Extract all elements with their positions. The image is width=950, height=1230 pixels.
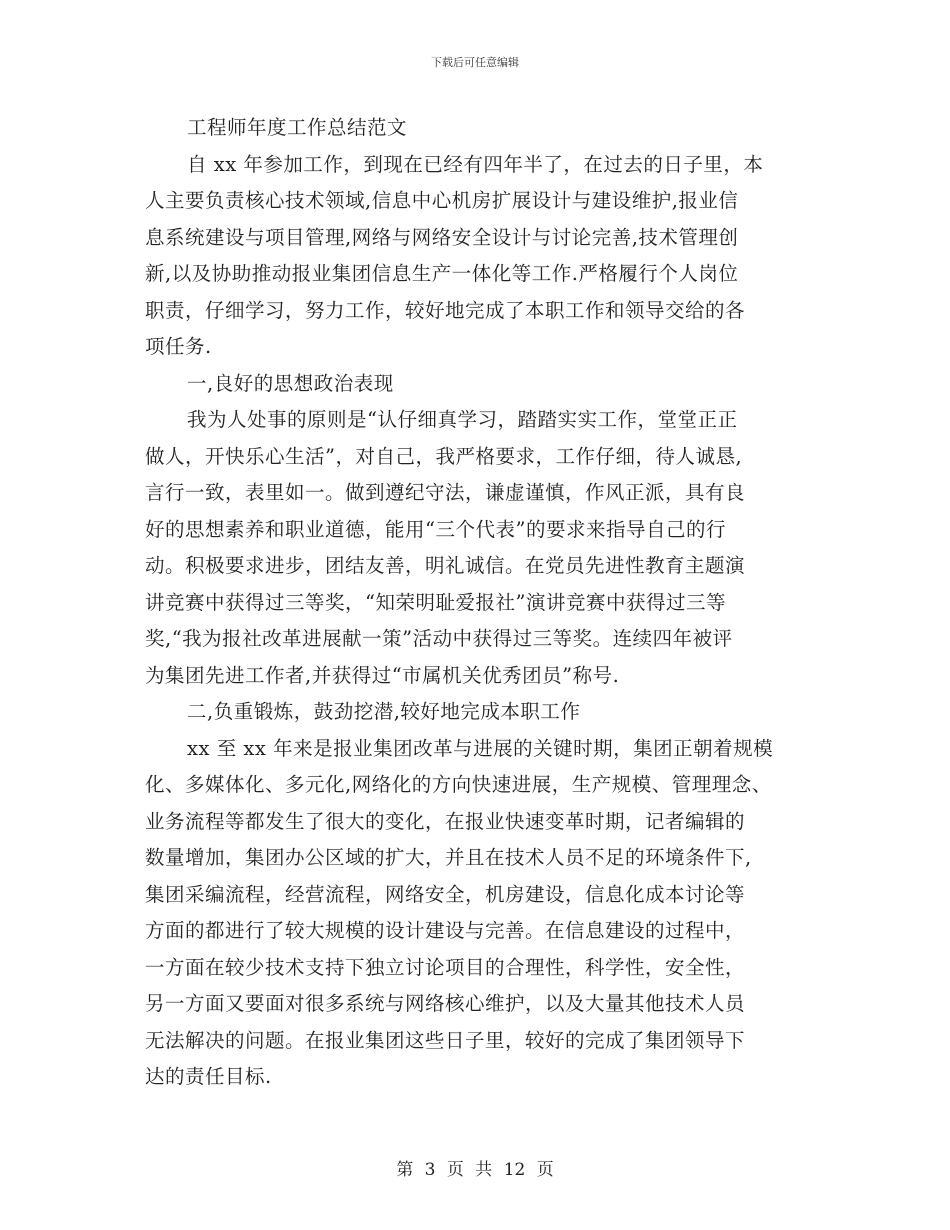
paragraph-line: 新,以及协助推动报业集团信息生产一体化等工作.严格履行个人岗位 [145,262,739,285]
paragraph-line: 数量增加，集团办公区域的扩大，并且在技术人员不足的环境条件下, [145,846,752,869]
paragraph-line: 动。积极要求进步，团结友善，明礼诚信。在党员先进性教育主题演 [145,554,746,577]
paragraph-line: 奖,“我为报社改革进展献一策”活动中获得过三等奖。连续四年被评 [145,627,733,650]
paragraph-line: 讲竞赛中获得过三等奖，“知荣明耻爱报社”演讲竞赛中获得过三等 [145,590,726,614]
paragraph-line: 息系统建设与项目管理,网络与网络安全设计与讨论完善,技术管理创 [145,225,739,249]
paragraph-line: 集团采编流程，经营流程，网络安全，机房建设，信息化成本讨论等 [145,882,746,906]
paragraph-line: 人主要负责核心技术领域,信息中心机房扩展设计与建设维护,报业信 [145,189,739,212]
paragraph-line: 为集团先进工作者,并获得过“市属机关优秀团员”称号. [145,663,620,687]
paragraph-line: 达的责任目标. [145,1065,272,1088]
paragraph-line: 言行一致，表里如一。做到遵纪守法，谦虚谨慎，作风正派，具有良 [145,481,746,504]
section-heading-1: 一,良好的思想政治表现 [187,371,394,395]
page-number: 第 3 页 共 12 页 [396,1160,554,1180]
paragraph-line: 项任务. [145,335,212,358]
paragraph-line: 自 xx 年参加工作，到现在已经有四年半了，在过去的日子里，本 [187,152,764,176]
paragraph-line: 方面的都进行了较大规模的设计建设与完善。在信息建设的过程中， [145,919,746,942]
paragraph-line: 职责，仔细学习，努力工作，较好地完成了本职工作和领导交给的各 [145,298,746,322]
paragraph-line: 无法解决的问题。在报业集团这些日子里，较好的完成了集团领导下 [145,1028,746,1052]
section-heading-2: 二,负重锻炼，鼓劲挖潜,较好地完成本职工作 [187,700,581,723]
document-title: 工程师年度工作总结范文 [187,116,408,139]
paragraph-line: 做人，开快乐心生活”，对自己，我严格要求，工作仔细，待人诚恳, [145,444,743,468]
paragraph-line: 另一方面又要面对很多系统与网络核心维护，以及大量其他技术人员 [145,992,746,1015]
paragraph-line: 好的思想素养和职业道德，能用“三个代表”的要求来指导自己的行 [145,517,726,541]
paragraph-line: 我为人处事的原则是“认仔细真学习，踏踏实实工作，堂堂正正 [187,408,738,431]
paragraph-line: 业务流程等都发生了很大的变化，在报业快速变革时期，记者编辑的 [145,809,746,833]
paragraph-line: 一方面在较少技术支持下独立讨论项目的合理性，科学性，安全性， [145,955,746,979]
paragraph-line: 化、多媒体化、多元化,网络化的方向快速进展，生产规模、管理理念、 [145,773,772,796]
header-note: 下载后可任意编辑 [431,56,519,69]
paragraph-line: xx 至 xx 年来是报业集团改革与进展的关键时期，集团正朝着规模 [187,736,774,760]
document-body [145,110,825,1096]
